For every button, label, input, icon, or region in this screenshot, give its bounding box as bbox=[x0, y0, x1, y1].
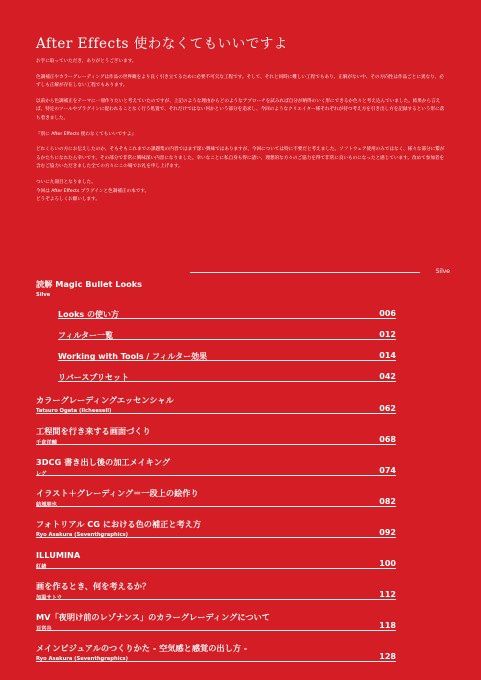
intro-paragraph: 色調補正やカラーグレーディングは作品の世界観をより良く引き立てるために必要不可欠な工程です。そして、それと同時に難しい工程でもあり、正解がない中、その方向性は作品ごとに異なり、必ずしも正解が存在しない工程でもあります。 bbox=[36, 74, 444, 89]
toc-entry-title[interactable]: 工程間を行き来する画面づくり bbox=[36, 426, 151, 436]
toc-page-number: 092 bbox=[379, 528, 396, 537]
toc-entry-author: Tatsuro Ogata (Ilcheesell) bbox=[36, 408, 112, 414]
intro-closing-line: ついに九冊目となりました。 bbox=[36, 179, 96, 185]
toc-divider bbox=[36, 475, 396, 476]
signature-rule bbox=[190, 272, 420, 273]
toc-page-number: 062 bbox=[379, 404, 396, 413]
signature: Silve bbox=[435, 268, 450, 275]
intro-paragraph: お手に取っていただき、ありがとうございます。 bbox=[36, 59, 137, 64]
intro-text bbox=[36, 58, 448, 205]
toc-subsection-title[interactable]: Working with Tools / フィルター効果 bbox=[58, 352, 208, 361]
intro-paragraph: 以前から色調補正をテーマに一冊作りたいと考えていたのですが、上記のような理由からどのようなアプローチを試みれば自分が納得のいく形にできるか色々と考え込んでいました。結果から言えば、特定のツールやプラグインに捉われることなく行う処置で、それだけではない何かという部分を追求し、今回のようなクリエイター様それぞれが持つ考え方を引き出し方を記録するという形に落ち着きました。 bbox=[36, 98, 445, 121]
toc-divider bbox=[58, 360, 396, 361]
toc-page-number: 006 bbox=[379, 309, 396, 318]
toc-entry-author: 千倉洋輔 bbox=[36, 440, 57, 446]
toc-page-number: 082 bbox=[379, 497, 396, 506]
toc-entry-author: Ryo Asakura (Seventhgraphics) bbox=[36, 656, 129, 662]
signature-row bbox=[190, 268, 458, 276]
toc-divider bbox=[36, 537, 396, 538]
toc-divider bbox=[58, 318, 396, 319]
toc-divider bbox=[36, 506, 396, 507]
toc-page-number: 128 bbox=[379, 652, 396, 661]
toc-section-title[interactable]: 読解 Magic Bullet Looks bbox=[36, 279, 143, 289]
toc-entry-author: 結城朋也 bbox=[36, 502, 57, 508]
toc-page-number: 014 bbox=[379, 351, 396, 360]
toc-page-number: 100 bbox=[379, 559, 396, 568]
toc-entry-title[interactable]: MV「夜明け前のレゾナンス」のカラーグレーディングについて bbox=[36, 612, 270, 622]
toc-subsection-title[interactable]: リバースプリセット bbox=[58, 373, 129, 382]
toc-subsection-title[interactable]: フィルター一覧 bbox=[58, 331, 114, 340]
toc-entry-author: Ryo Asakura (Seventhgraphics) bbox=[36, 532, 129, 538]
toc-divider bbox=[36, 661, 396, 662]
toc-page-number: 012 bbox=[379, 330, 396, 339]
toc-entry-title[interactable]: メインビジュアルのつくりかた - 空気感と感覚の出し方 - bbox=[36, 643, 248, 653]
toc-entry-author: 紅緒 bbox=[36, 564, 47, 570]
toc-divider bbox=[58, 381, 396, 382]
toc-page-number: 112 bbox=[379, 590, 396, 599]
toc-divider bbox=[36, 413, 396, 414]
toc-entry-title[interactable]: フォトリアル CG における色の補正と考え方 bbox=[36, 519, 202, 529]
toc-entry-title[interactable]: ILLUMINA bbox=[36, 550, 81, 560]
intro-closing-line: どうぞよろしくお願いします。 bbox=[36, 197, 100, 203]
intro-paragraph: どれくらいの方にお伝えしたのか、そもそもこれまでの課題集の内容ではまず深い興味ではありますが、今回については特に不要だと考えました。ソフトウェア使用のみではなく、様々な部分に繋がるかたちになれたら幸いです。その部分で非常に興味深い内容になりました。幸いなことに私自身も得に諸い、理想的な方々のご協力を得て非常に良いものになったと感じています。改めて参加者を含むご協力いただきました全ての方々にこの場でお礼を申し上げます。 bbox=[36, 147, 445, 170]
toc-entry-author: 加温サトウ bbox=[36, 595, 62, 601]
toc-entry-author: 百宮谷 bbox=[36, 626, 52, 632]
toc-divider bbox=[36, 630, 396, 631]
toc-divider bbox=[58, 339, 396, 340]
toc-entry-author: レグ bbox=[36, 471, 47, 477]
page-title: After Effects 使わなくてもいいですよ bbox=[36, 36, 288, 52]
toc-subsection-title[interactable]: Looks の使い方 bbox=[58, 310, 119, 319]
toc-entry-title[interactable]: カラーグレーディングエッセンシャル bbox=[36, 395, 174, 405]
toc-divider bbox=[36, 599, 396, 600]
toc-divider bbox=[36, 568, 396, 569]
toc-entry-title[interactable]: 3DCG 書き出し後の加工メイキング bbox=[36, 457, 171, 467]
toc-page-number: 074 bbox=[379, 466, 396, 475]
intro-closing-line: 今回は After Effects プラグインと色調補正の本です。 bbox=[36, 188, 150, 194]
toc-divider bbox=[36, 444, 396, 445]
intro-quote: 『別に After Effects 使わなくてもいいですよ』 bbox=[36, 131, 136, 137]
toc-entry-title[interactable]: 画を作るとき、何を考えるか？ bbox=[36, 581, 151, 591]
toc-page-number: 042 bbox=[379, 372, 396, 381]
toc-section-author: Silve bbox=[36, 292, 51, 298]
toc-page-number: 118 bbox=[379, 621, 396, 630]
toc-entry-title[interactable]: イラスト＋グレーディング＝一段上の絵作り bbox=[36, 488, 199, 498]
toc-page-number: 068 bbox=[379, 435, 396, 444]
intro-closing bbox=[36, 179, 448, 205]
